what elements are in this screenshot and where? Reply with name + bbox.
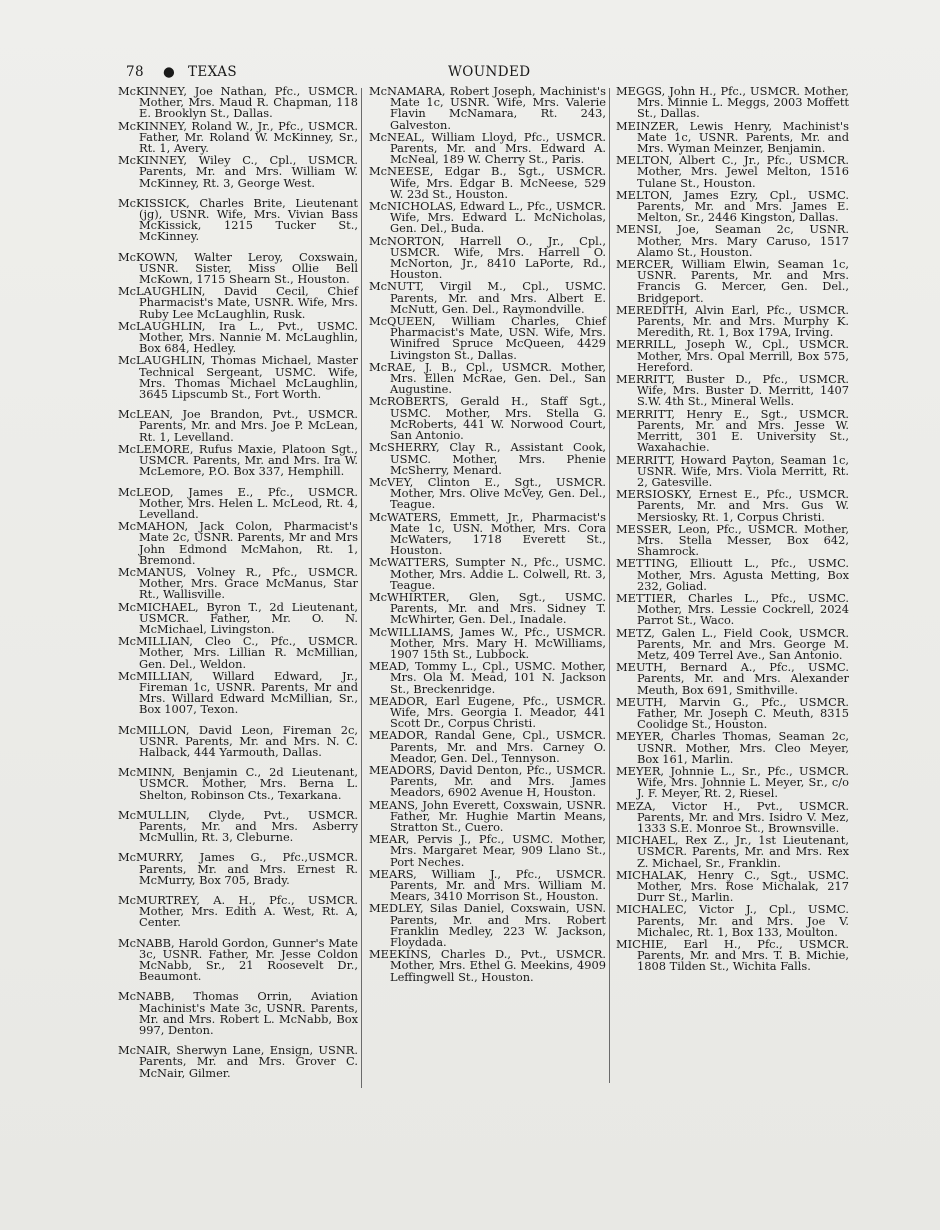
column-divider (609, 88, 610, 1083)
state-title: TEXAS (188, 64, 237, 80)
casualty-entry: MEADOR, Randal Gene, Cpl., USMCR. Parents, Mr. and Mrs. Carney O. Meador, Gen. Del., Tennyson. (369, 728, 606, 765)
casualty-entry: McMILLON, David Leon, Fireman 2c, USNR. Parents, Mr. and Mrs. N. C. Halback, 444 Yarmouth, Dallas. (118, 722, 358, 759)
casualty-entry: McLEMORE, Rufus Maxie, Platoon Sgt., USMCR. Parents, Mr. and Mrs. Ira W. McLemore, P.O. Box 337, Hemphill. (118, 441, 358, 479)
casualty-entry: McWATERS, Emmett, Jr., Pharmacist's Mate 1c, USN. Mother, Mrs. Cora McWaters, 1718 Everett St., Houston. (369, 509, 606, 558)
casualty-entry: MERRITT, Howard Payton, Seaman 1c, USNR. Wife, Mrs. Viola Merritt, Rt. 2, Gatesville. (616, 452, 849, 489)
casualty-entry: McSHERRY, Clay R., Assistant Cook, USMC. Mother, Mrs. Phenie McSherry, Menard. (369, 440, 606, 477)
bullet-separator: ● (163, 64, 176, 80)
casualty-entry: MEYER, Johnnie L., Sr., Pfc., USMCR. Wife, Mrs. Johnnie L. Meyer, Sr., c/o J. F. Meyer, Rt. 2, Riesel. (616, 763, 849, 801)
casualty-entry: MEREDITH, Alvin Earl, Pfc., USMCR. Parents, Mr. and Mrs. Murphy K. Meredith, Rt. 1, Box 179A, Irving. (616, 302, 849, 340)
casualty-entry: MESSER, Leon, Pfc., USMCR. Mother, Mrs. Stella Messer, Box 642, Shamrock. (616, 521, 849, 559)
casualty-entry: McLEOD, James E., Pfc., USMCR. Mother, Mrs. Helen L. McLeod, Rt. 4, Levelland. (118, 484, 358, 521)
casualty-entry: MERCER, William Elwin, Seaman 1c, USNR. Parents, Mr. and Mrs. Francis G. Mercer, Gen. Del., Bridgeport. (616, 257, 849, 305)
column-3 (616, 86, 849, 974)
casualty-entry: MICHALEC, Victor J., Cpl., USMC. Parents, Mr. and Mrs. Joe V. Michalec, Rt. 1, Box 133, Moulton. (616, 902, 849, 939)
casualty-entry: McKINNEY, Roland W., Jr., Pfc., USMCR. Father, Mr. Roland W. McKinney, Sr., Rt. 1, Avery. (118, 118, 358, 156)
casualty-entry: McMURRY, James G., Pfc.,USMCR. Parents, Mr. and Mrs. Ernest R. McMurry, Box 705, Brady. (118, 850, 358, 887)
casualty-entry: McMINN, Benjamin C., 2d Lieutenant, USMCR. Mother, Mrs. Berna L. Shelton, Robinson Cts., Texarkana. (118, 765, 358, 802)
casualty-entry: McMURTREY, A. H., Pfc., USMCR. Mother, Mrs. Edith A. West, Rt. A, Center. (118, 893, 358, 930)
casualty-entry: McMULLIN, Clyde, Pvt., USMCR. Parents, Mr. and Mrs. Asberry McMullin, Rt. 3, Cleburne. (118, 807, 358, 845)
page-header (126, 64, 846, 84)
column-divider (361, 88, 362, 1088)
casualty-entry: McLAUGHLIN, David Cecil, Chief Pharmacist's Mate, USNR. Wife, Mrs. Ruby Lee McLaughlin, Rusk. (118, 284, 358, 321)
casualty-entry: McMICHAEL, Byron T., 2d Lieutenant, USMCR. Father, Mr. O. N. McMichael, Livingston. (118, 599, 358, 636)
casualty-entry: McNAIR, Sherwyn Lane, Ensign, USNR. Parents, Mr. and Mrs. Grover C. McNair, Gilmer. (118, 1043, 358, 1080)
section-title: WOUNDED (448, 64, 531, 80)
casualty-entry: McLEAN, Joe Brandon, Pvt., USMCR. Parents, Mr. and Mrs. Joe P. McLean, Rt. 1, Levelland. (118, 407, 358, 444)
casualty-entry: MICHIE, Earl H., Pfc., USMCR. Parents, Mr. and Mrs. T. B. Michie, 1808 Tilden St., Wichita Falls. (616, 937, 849, 974)
casualty-entry: McWHIRTER, Glen, Sgt., USMC. Parents, Mr. and Mrs. Sidney T. McWhirter, Gen. Del., Inadale. (369, 589, 606, 627)
casualty-entry: MERSIOSKY, Ernest E., Pfc., USMCR. Parents, Mr. and Mrs. Gus W. Mersiosky, Rt. 1, Corpus Christi. (616, 487, 849, 524)
casualty-entry: McLAUGHLIN, Thomas Michael, Master Technical Sergeant, USMC. Wife, Mrs. Thomas Michael McLaughlin, 3645 Lipscumb St., Fort Worth. (118, 353, 358, 402)
casualty-entry: MICHALAK, Henry C., Sgt., USMC. Mother, Mrs. Rose Michalak, 217 Durr St., Marlin. (616, 867, 849, 905)
casualty-entry: MERRITT, Henry E., Sgt., USMCR. Parents, Mr. and Mrs. Jesse W. Merritt, 301 E. University St., Waxahachie. (616, 406, 849, 455)
casualty-entry: MENSI, Joe, Seaman 2c, USNR. Mother, Mrs. Mary Caruso, 1517 Alamo St., Houston. (616, 222, 849, 259)
casualty-entry: MEGGS, John H., Pfc., USMCR. Mother, Mrs. Minnie L. Meggs, 2003 Moffett St., Dallas. (616, 84, 849, 121)
casualty-entry: McKINNEY, Joe Nathan, Pfc., USMCR. Mother, Mrs. Maud R. Chapman, 118 E. Brooklyn St., Dallas. (118, 84, 358, 121)
casualty-entry: McNICHOLAS, Edward L., Pfc., USMCR. Wife, Mrs. Edward L. McNicholas, Gen. Del., Buda. (369, 199, 606, 236)
casualty-entry: MEEKINS, Charles D., Pvt., USMCR. Mother, Mrs. Ethel G. Meekins, 4909 Leffingwell St., Houston. (369, 947, 606, 984)
casualty-entry: McNORTON, Harrell O., Jr., Cpl., USMCR. Wife, Mrs. Harrell O. McNorton, Jr., 8410 LaPorte, Rd., Houston. (369, 233, 606, 282)
casualty-entry: McMANUS, Volney R., Pfc., USMCR. Mother, Mrs. Grace McManus, Star Rt., Wallisville. (118, 564, 358, 602)
casualty-entry: McRAE, J. B., Cpl., USMCR. Mother, Mrs. Ellen McRae, Gen. Del., San Augustine. (369, 359, 606, 397)
casualty-entry: McKINNEY, Wiley C., Cpl., USMCR. Parents, Mr. and Mrs. William W. McKinney, Rt. 3, George West. (118, 153, 358, 190)
casualty-entry: McLAUGHLIN, Ira L., Pvt., USMC. Mother, Mrs. Nannie M. McLaughlin, Box 684, Hedley. (118, 318, 358, 356)
casualty-entry: MELTON, Albert C., Jr., Pfc., USMCR. Mother, Mrs. Jewel Melton, 1516 Tulane St., Houston. (616, 153, 849, 190)
casualty-entry: METZ, Galen L., Field Cook, USMCR. Parents, Mr. and Mrs. George M. Metz, 409 Terrel Ave., San Antonio. (616, 625, 849, 662)
casualty-entry: MELTON, James Ezry, Cpl., USMC. Parents, Mr. and Mrs. James E. Melton, Sr., 2446 Kingston, Dallas. (616, 187, 849, 225)
casualty-entry: MEAD, Tommy L., Cpl., USMC. Mother, Mrs. Ola M. Mead, 101 N. Jackson St., Breckenridge. (369, 659, 606, 696)
column-1 (118, 86, 358, 1080)
casualty-entry: METTING, Ellioutt L., Pfc., USMC. Mother, Mrs. Agusta Metting, Box 232, Goliad. (616, 556, 849, 593)
casualty-entry: MEARS, William J., Pfc., USMCR. Parents, Mr. and Mrs. William M. Mears, 3410 Morrison St., Houston. (369, 866, 606, 904)
casualty-entry: McNABB, Harold Gordon, Gunner's Mate 3c, USNR. Father, Mr. Jesse Coldon McNabb, Sr., 21 Roosevelt Dr., Beaumont. (118, 935, 358, 984)
casualty-entry: MEDLEY, Silas Daniel, Coxswain, USN. Parents, Mr. and Mrs. Robert Franklin Medley, 223 W. Jackson, Floydada. (369, 901, 606, 950)
casualty-entry: McQUEEN, William Charles, Chief Pharmacist's Mate, USN. Wife, Mrs. Winifred Spruce McQueen, 4429 Livingston St., Dallas. (369, 314, 606, 362)
casualty-entry: MEANS, John Everett, Coxswain, USNR. Father, Mr. Hughie Martin Means, Stratton St., Cuero. (369, 797, 606, 834)
casualty-entry: McROBERTS, Gerald H., Staff Sgt., USMC. Mother, Mrs. Stella G. McRoberts, 441 W. Norwood Court, San Antonio. (369, 394, 606, 443)
casualty-entry: McNEESE, Edgar B., Sgt., USMCR. Wife, Mrs. Edgar B. McNeese, 529 W. 23d St., Houston. (369, 164, 606, 201)
casualty-entry: McKOWN, Walter Leroy, Coxswain, USNR. Sister, Miss Ollie Bell McKown, 1715 Shearn St., Houston. (118, 249, 358, 287)
casualty-entry: McNUTT, Virgil M., Cpl., USMC. Parents, Mr. and Mrs. Albert E. McNutt, Gen. Del., Raymondville. (369, 279, 606, 316)
casualty-entry: MEYER, Charles Thomas, Seaman 2c, USNR. Mother, Mrs. Cleo Meyer, Box 161, Marlin. (616, 729, 849, 766)
casualty-entry: McMAHON, Jack Colon, Pharmacist's Mate 2c, USNR. Parents, Mr and Mrs John Edmond McMahon, Rt. 1, Bremond. (118, 519, 358, 567)
casualty-entry: McWILLIAMS, James W., Pfc., USMCR. Mother, Mrs. Mary H. McWilliams, 1907 15th St., Lubbock. (369, 624, 606, 661)
casualty-entry: MERRITT, Buster D., Pfc., USMCR. Wife, Mrs. Buster D. Merritt, 1407 S.W. 4th St., Mineral Wells. (616, 372, 849, 409)
casualty-entry: MEZA, Victor H., Pvt., USMCR. Parents, Mr. and Mrs. Isidro V. Mez, 1333 S.E. Monroe St., Brownsville. (616, 798, 849, 835)
casualty-entry: MEADORS, David Denton, Pfc., USMCR. Parents, Mr. and Mrs. James Meadors, 6902 Avenue H, Houston. (369, 762, 606, 800)
casualty-entry: MERRILL, Joseph W., Cpl., USMCR. Mother, Mrs. Opal Merrill, Box 575, Hereford. (616, 337, 849, 374)
casualty-entry: MEADOR, Earl Eugene, Pfc., USMCR. Wife, Mrs. Georgia I. Meador, 441 Scott Dr., Corpus Christi. (369, 693, 606, 731)
casualty-entry: McVEY, Clinton E., Sgt., USMCR. Mother, Mrs. Olive McVey, Gen. Del., Teague. (369, 474, 606, 512)
casualty-entry: McKISSICK, Charles Brite, Lieutenant (jg), USNR. Wife, Mrs. Vivian Bass McKissick, 1215 Tucker St., McKinney. (118, 195, 358, 244)
casualty-entry: MEAR, Pervis J., Pfc., USMC. Mother, Mrs. Margaret Mear, 909 Llano St., Port Neches. (369, 832, 606, 869)
casualty-entry: McMILLIAN, Willard Edward, Jr., Fireman 1c, USNR. Parents, Mr and Mrs. Willard Edward McMillian, Sr., Box 1007, Texon. (118, 668, 358, 717)
page-number: 78 (126, 64, 144, 80)
casualty-entry: McNAMARA, Robert Joseph, Machinist's Mate 1c, USNR. Wife, Mrs. Valerie Flavin McNamara, Rt. 243, Galveston. (369, 84, 606, 132)
casualty-entry: MEINZER, Lewis Henry, Machinist's Mate 1c, USNR. Parents, Mr. and Mrs. Wyman Meinzer, Benjamin. (616, 118, 849, 156)
casualty-entry: McNABB, Thomas Orrin, Aviation Machinist's Mate 3c, USNR. Parents, Mr. and Mrs. Robert L. McNabb, Box 997, Denton. (118, 989, 358, 1038)
casualty-entry: McWATTERS, Sumpter N., Pfc., USMC. Mother, Mrs. Addie L. Colwell, Rt. 3, Teague. (369, 555, 606, 592)
casualty-entry: METTIER, Charles L., Pfc., USMC. Mother, Mrs. Lessie Cockrell, 2024 Parrot St., Waco. (616, 590, 849, 628)
casualty-entry: MEUTH, Marvin G., Pfc., USMCR. Father, Mr. Joseph C. Meuth, 8315 Coolidge St., Houston. (616, 694, 849, 732)
casualty-entry: MEUTH, Bernard A., Pfc., USMC. Parents, Mr. and Mrs. Alexander Meuth, Box 691, Smithville. (616, 660, 849, 697)
casualty-entry: MICHAEL, Rex Z., Jr., 1st Lieutenant, USMCR. Parents, Mr. and Mrs. Rex Z. Michael, Sr., Franklin. (616, 833, 849, 870)
casualty-entry: McMILLIAN, Cleo C., Pfc., USMCR. Mother, Mrs. Lillian R. McMillian, Gen. Del., Weldon. (118, 634, 358, 671)
column-2 (369, 86, 606, 984)
casualty-entry: McNEAL, William Lloyd, Pfc., USMCR. Parents, Mr. and Mrs. Edward A. McNeal, 189 W. Cherry St., Paris. (369, 129, 606, 167)
